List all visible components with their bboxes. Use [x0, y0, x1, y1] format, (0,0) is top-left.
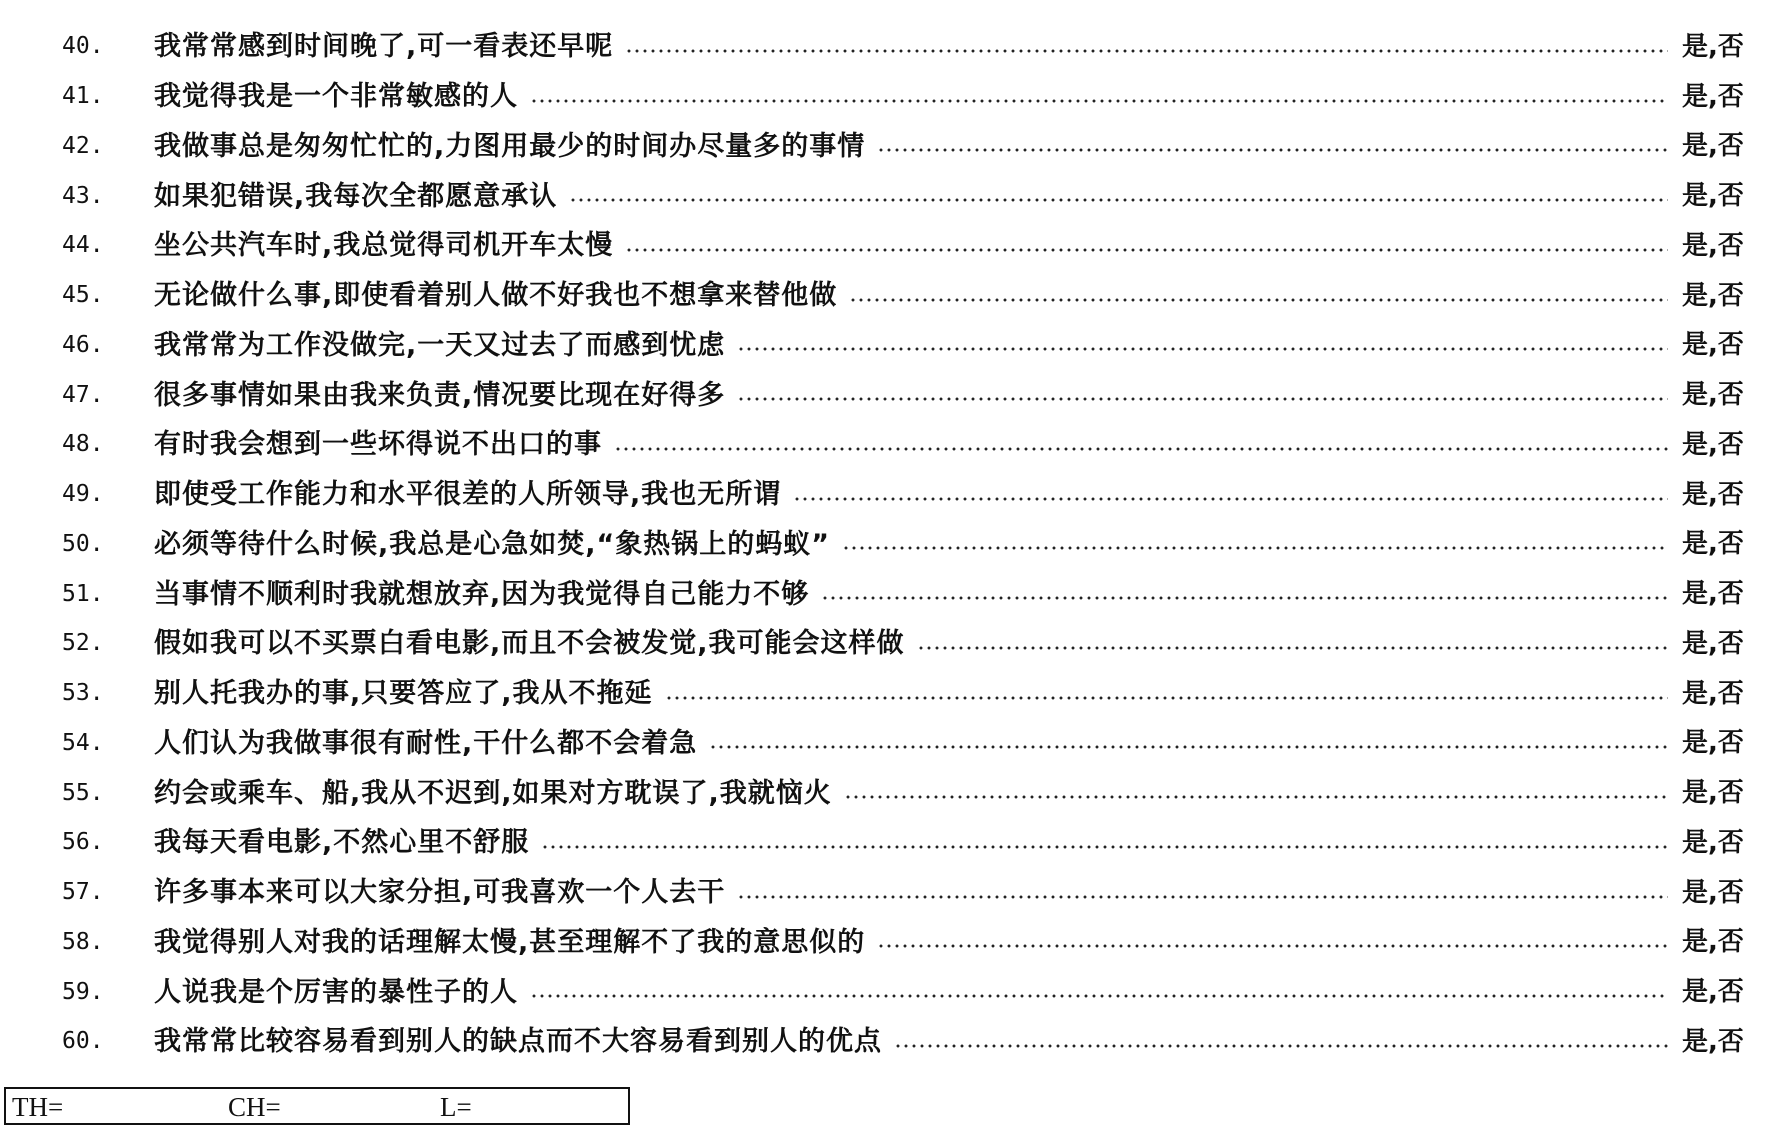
question-row	[62, 768, 1762, 818]
question-number: 43.	[62, 182, 104, 209]
question-text: 即使受工作能力和水平很差的人所领导,我也无所谓	[154, 479, 782, 511]
answer-options[interactable]: 是,否	[1682, 81, 1744, 112]
dot-leader	[709, 745, 1668, 749]
dot-leader	[793, 497, 1668, 501]
question-list	[62, 22, 1762, 1067]
question-text: 假如我可以不买票白看电影,而且不会被发觉,我可能会这样做	[154, 628, 905, 660]
answer-options[interactable]: 是,否	[1682, 131, 1744, 162]
question-number: 60.	[62, 1028, 104, 1055]
question-row	[62, 420, 1762, 470]
question-number: 59.	[62, 978, 104, 1005]
score-ch-label: CH=	[228, 1092, 281, 1122]
question-number: 40.	[62, 33, 104, 60]
question-row	[62, 868, 1762, 918]
answer-options[interactable]: 是,否	[1682, 429, 1744, 460]
question-row	[62, 271, 1762, 321]
question-row	[62, 520, 1762, 570]
dot-leader	[821, 596, 1668, 600]
answer-options[interactable]: 是,否	[1682, 827, 1744, 858]
dot-leader	[530, 99, 1668, 103]
question-text: 无论做什么事,即使看着别人做不好我也不想拿来替他做	[154, 280, 838, 312]
answer-options[interactable]: 是,否	[1682, 1026, 1744, 1057]
dot-leader	[842, 546, 1668, 550]
question-number: 44.	[62, 232, 104, 259]
question-text: 约会或乘车、船,我从不迟到,如果对方耽误了,我就恼火	[154, 777, 832, 809]
dot-leader	[665, 696, 1668, 700]
question-row	[62, 22, 1762, 72]
question-row	[62, 321, 1762, 371]
question-number: 57.	[62, 879, 104, 906]
question-text: 我常常感到时间晚了,可一看表还早呢	[154, 31, 614, 63]
question-number: 49.	[62, 481, 104, 508]
question-number: 54.	[62, 729, 104, 756]
question-number: 56.	[62, 829, 104, 856]
dot-leader	[877, 944, 1668, 948]
question-row	[62, 122, 1762, 172]
question-text: 我每天看电影,不然心里不舒服	[154, 827, 530, 859]
question-text: 许多事本来可以大家分担,可我喜欢一个人去干	[154, 877, 726, 909]
dot-leader	[894, 1044, 1668, 1048]
dot-leader	[625, 248, 1668, 252]
dot-leader	[737, 397, 1668, 401]
answer-options[interactable]: 是,否	[1682, 579, 1744, 610]
dot-leader	[849, 298, 1668, 302]
score-box	[4, 1087, 630, 1125]
question-row	[62, 1017, 1762, 1067]
answer-options[interactable]: 是,否	[1682, 31, 1744, 62]
question-number: 50.	[62, 530, 104, 557]
question-text: 人们认为我做事很有耐性,干什么都不会着急	[154, 727, 698, 759]
question-text: 人说我是个厉害的暴性子的人	[154, 976, 518, 1008]
answer-options[interactable]: 是,否	[1682, 977, 1744, 1008]
answer-options[interactable]: 是,否	[1682, 230, 1744, 261]
question-number: 47.	[62, 381, 104, 408]
question-text: 有时我会想到一些坏得说不出口的事	[154, 429, 602, 461]
answer-options[interactable]: 是,否	[1682, 479, 1744, 510]
question-number: 48.	[62, 431, 104, 458]
dot-leader	[541, 845, 1668, 849]
question-row	[62, 72, 1762, 122]
dot-leader	[917, 646, 1668, 650]
answer-options[interactable]: 是,否	[1682, 927, 1744, 958]
question-number: 53.	[62, 680, 104, 707]
question-number: 51.	[62, 580, 104, 607]
question-row	[62, 221, 1762, 271]
dot-leader	[737, 347, 1668, 351]
question-number: 45.	[62, 282, 104, 309]
question-row	[62, 619, 1762, 669]
question-row	[62, 719, 1762, 769]
dot-leader	[614, 447, 1668, 451]
question-row	[62, 569, 1762, 619]
question-number: 42.	[62, 132, 104, 159]
question-text: 我觉得别人对我的话理解太慢,甚至理解不了我的意思似的	[154, 926, 866, 958]
answer-options[interactable]: 是,否	[1682, 280, 1744, 311]
question-text: 坐公共汽车时,我总觉得司机开车太慢	[154, 230, 614, 262]
answer-options[interactable]: 是,否	[1682, 380, 1744, 411]
question-row	[62, 669, 1762, 719]
question-row	[62, 918, 1762, 968]
score-l-label: L=	[440, 1092, 472, 1122]
dot-leader	[737, 895, 1668, 899]
question-text: 必须等待什么时候,我总是心急如焚,“象热锅上的蚂蚁”	[154, 528, 831, 560]
question-number: 55.	[62, 779, 104, 806]
question-row	[62, 370, 1762, 420]
answer-options[interactable]: 是,否	[1682, 181, 1744, 212]
question-number: 46.	[62, 331, 104, 358]
answer-options[interactable]: 是,否	[1682, 529, 1744, 560]
question-number: 41.	[62, 83, 104, 110]
dot-leader	[625, 49, 1668, 53]
question-text: 我做事总是匆匆忙忙的,力图用最少的时间办尽量多的事情	[154, 130, 866, 162]
answer-options[interactable]: 是,否	[1682, 877, 1744, 908]
answer-options[interactable]: 是,否	[1682, 728, 1744, 759]
question-text: 当事情不顺利时我就想放弃,因为我觉得自己能力不够	[154, 578, 810, 610]
answer-options[interactable]: 是,否	[1682, 330, 1744, 361]
answer-options[interactable]: 是,否	[1682, 628, 1744, 659]
question-number: 52.	[62, 630, 104, 657]
question-text: 别人托我办的事,只要答应了,我从不拖延	[154, 678, 653, 710]
dot-leader	[844, 795, 1668, 799]
question-row	[62, 470, 1762, 520]
question-text: 如果犯错误,我每次全都愿意承认	[154, 180, 558, 212]
question-text: 我常常比较容易看到别人的缺点而不大容易看到别人的优点	[154, 1026, 882, 1058]
dot-leader	[569, 198, 1668, 202]
question-row	[62, 171, 1762, 221]
score-th-label: TH=	[12, 1092, 64, 1122]
question-text: 我常常为工作没做完,一天又过去了而感到忧虑	[154, 329, 726, 361]
dot-leader	[877, 148, 1668, 152]
question-row	[62, 967, 1762, 1017]
dot-leader	[530, 994, 1668, 998]
question-text: 很多事情如果由我来负责,情况要比现在好得多	[154, 379, 726, 411]
question-text: 我觉得我是一个非常敏感的人	[154, 81, 518, 113]
question-row	[62, 818, 1762, 868]
answer-options[interactable]: 是,否	[1682, 778, 1744, 809]
question-number: 58.	[62, 928, 104, 955]
answer-options[interactable]: 是,否	[1682, 678, 1744, 709]
